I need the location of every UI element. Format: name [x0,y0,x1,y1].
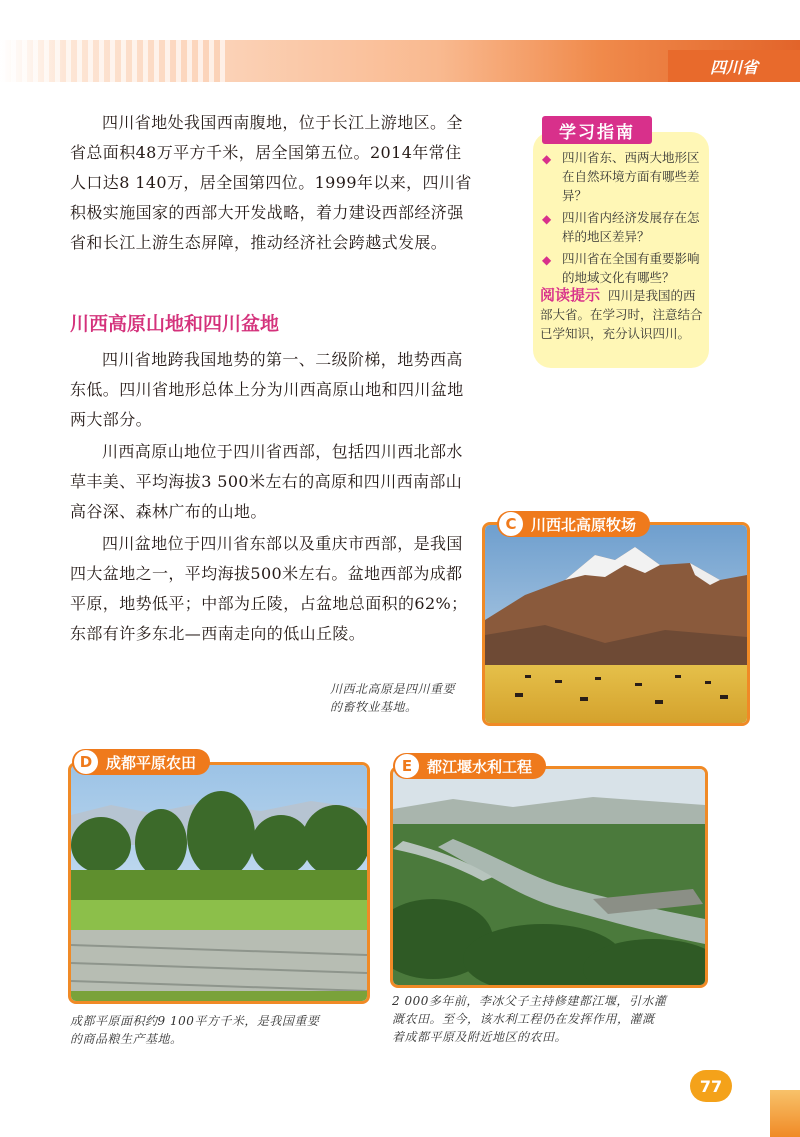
dujiangyan-photo [393,769,705,985]
section-heading: 川西高原山地和四川盆地 [70,313,280,335]
photo-d-label [72,749,210,775]
photo-e-title: 都江堰水利工程 [427,757,533,776]
photo-e-letter: E [395,754,419,778]
page-edge-decoration [770,1090,800,1137]
chapter-title-tab: 四川省 [668,50,800,82]
photo-d-title: 成都平原农田 [106,753,197,772]
section-body [70,345,475,651]
grassland-photo [485,525,747,723]
section-paragraph-west-plateau: 川西高原山地位于四川省西部，包括四川西北部水草丰美、平均海拔3 500米左右的高原和四川西南部山高谷深、森林广布的山地。 [70,442,463,521]
list-item: ◆ 四川省在全国有重要影响的地域文化有哪些？ [542,251,700,285]
reading-tip-title: 阅读提示 [540,286,601,304]
photo-d-caption: 成都平原面积约9 100平方千米，是我国重要 的商品粮生产基地。 [70,1014,320,1046]
photo-c-letter: C [499,512,523,536]
intro-paragraph: 四川省地处我国西南腹地，位于长江上游地区。全省总面积48万平方千米，居全国第五位。2014年常住人口达8 140万，居全国第四位。1999年以来，四川省积极实施国家的西部大开发战略，着力建设西部经济强省和长江上游生态屏障，推动经济社会跨越式发展。 [70,113,472,252]
top-header-band [0,40,800,82]
header-stripes-decoration [0,40,230,82]
farmland-photo [71,765,367,1001]
intro-text [70,108,475,258]
photo-e-label [393,753,546,779]
section-paragraph-terrain: 四川省地跨我国地势的第一、二级阶梯，地势西高东低。四川省地形总体上分为川西高原山地和四川盆地两大部分。 [70,350,464,429]
photo-c-title: 川西北高原牧场 [531,515,637,534]
list-item: ◆ 四川省东、西两大地形区在自然环境方面有哪些差异？ [542,150,700,203]
photo-e-caption: 2 000多年前，李冰父子主持修建都江堰，引水灌 溉农田。至今，该水利工程仍在发挥作用，灌溉 着成都平原及附近地区的农田。 [392,994,667,1044]
diamond-bullet-icon: ◆ [542,212,552,226]
photo-d-letter: D [74,750,98,774]
page-number: 77 [690,1070,732,1102]
photo-c-caption: 川西北高原是四川重要 的畜牧业基地。 [330,682,456,714]
photo-c-frame [482,522,750,726]
list-item: ◆ 四川省内经济发展存在怎样的地区差异？ [542,210,700,244]
study-guide-questions [540,148,704,290]
diamond-bullet-icon: ◆ [542,253,552,267]
diamond-bullet-icon: ◆ [542,152,552,166]
photo-c-label [497,511,650,537]
section-paragraph-sichuan-basin: 四川盆地位于四川省东部以及重庆市西部，是我国四大盆地之一，平均海拔500米左右。盆地西部为成都平原，地势低平；中部为丘陵，占盆地总面积的62%；东部有许多东北—西南走向的低山丘陵。 [70,534,468,643]
reading-tip-text: 四川是我国的西部大省。在学习时，注意结合已学知识，充分认识四川。 [540,288,703,341]
study-guide-title: 学习指南 [542,116,652,144]
reading-tip [540,286,704,343]
photo-e-frame [390,766,708,988]
photo-d-frame [68,762,370,1004]
